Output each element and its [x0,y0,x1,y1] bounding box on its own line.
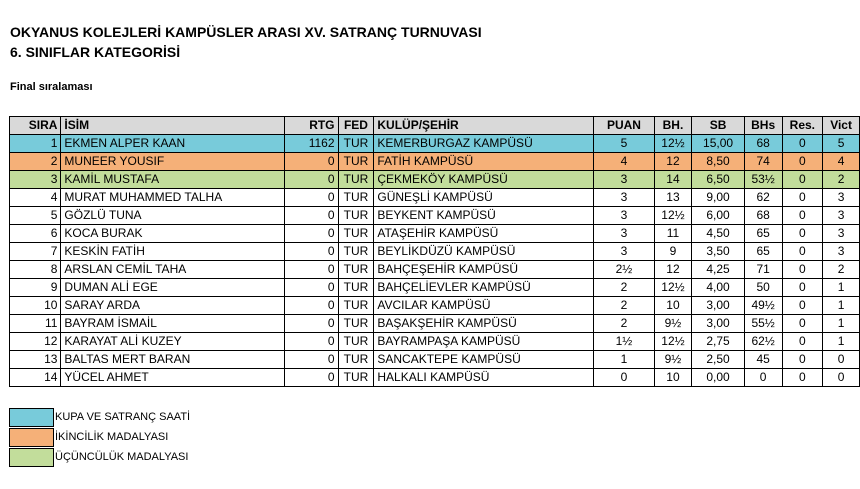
cell-club: HALKALI KAMPÜSÜ [374,369,594,387]
cell-result: 0 [782,333,823,351]
cell-sira: 4 [10,189,61,207]
cell-sira: 10 [10,297,61,315]
cell-result: 0 [782,279,823,297]
cell-rating: 0 [285,171,338,189]
category-title: 6. SINIFLAR KATEGORİSİ [10,44,181,60]
cell-buchholz: 9½ [654,351,692,369]
cell-result: 0 [782,225,823,243]
cell-federation: TUR [338,279,374,297]
cell-buchholz: 10 [654,369,692,387]
cell-victories: 3 [823,189,860,207]
cell-federation: TUR [338,153,374,171]
cell-victories: 0 [823,369,860,387]
legend-label-first: KUPA VE SATRANÇ SAATİ [55,411,191,423]
cell-points: 5 [594,135,654,153]
cell-club: AVCILAR KAMPÜSÜ [374,297,594,315]
table-header-row [10,117,860,135]
cell-rating: 0 [285,225,338,243]
cell-sonneborn-berger: 2,75 [692,333,744,351]
cell-buchholz-sum: 45 [744,351,782,369]
cell-victories: 2 [823,261,860,279]
table-row [10,171,860,189]
cell-club: BEYKENT KAMPÜSÜ [374,207,594,225]
cell-sira: 6 [10,225,61,243]
cell-club: SANCAKTEPE KAMPÜSÜ [374,351,594,369]
cell-result: 0 [782,315,823,333]
cell-sira: 3 [10,171,61,189]
cell-result: 0 [782,207,823,225]
cell-buchholz-sum: 62½ [744,333,782,351]
cell-player-name: SARAY ARDA [61,297,285,315]
cell-federation: TUR [338,135,374,153]
cell-rating: 0 [285,333,338,351]
cell-rating: 0 [285,369,338,387]
cell-rating: 0 [285,153,338,171]
cell-points: 2½ [594,261,654,279]
cell-rating: 0 [285,351,338,369]
cell-sira: 8 [10,261,61,279]
cell-buchholz: 11 [654,225,692,243]
cell-rating: 0 [285,315,338,333]
standings-body [10,135,860,387]
cell-rating: 0 [285,189,338,207]
cell-sonneborn-berger: 8,50 [692,153,744,171]
cell-club: BAHÇELİEVLER KAMPÜSÜ [374,279,594,297]
cell-buchholz: 12½ [654,135,692,153]
table-row [10,261,860,279]
cell-points: 3 [594,243,654,261]
cell-sonneborn-berger: 4,50 [692,225,744,243]
cell-buchholz: 12½ [654,333,692,351]
cell-buchholz: 12 [654,153,692,171]
cell-victories: 1 [823,297,860,315]
cell-federation: TUR [338,369,374,387]
table-row [10,135,860,153]
cell-buchholz-sum: 62 [744,189,782,207]
cell-club: GÜNEŞLİ KAMPÜSÜ [374,189,594,207]
cell-victories: 5 [823,135,860,153]
cell-player-name: BAYRAM İSMAİL [61,315,285,333]
cell-victories: 3 [823,207,860,225]
cell-victories: 1 [823,333,860,351]
cell-result: 0 [782,369,823,387]
table-row [10,351,860,369]
cell-sonneborn-berger: 4,00 [692,279,744,297]
cell-victories: 4 [823,153,860,171]
cell-club: ATAŞEHİR KAMPÜSÜ [374,225,594,243]
cell-sira: 2 [10,153,61,171]
cell-result: 0 [782,297,823,315]
cell-sira: 13 [10,351,61,369]
cell-sira: 5 [10,207,61,225]
cell-buchholz: 14 [654,171,692,189]
standings-table [9,116,860,387]
cell-rating: 0 [285,297,338,315]
legend-swatch-second [9,428,54,447]
cell-player-name: BALTAS MERT BARAN [61,351,285,369]
cell-player-name: KAMİL MUSTAFA [61,171,285,189]
cell-player-name: EKMEN ALPER KAAN [61,135,285,153]
column-header-vict: Vict [823,117,860,135]
cell-buchholz-sum: 49½ [744,297,782,315]
cell-player-name: YÜCEL AHMET [61,369,285,387]
cell-player-name: DUMAN ALİ EGE [61,279,285,297]
cell-result: 0 [782,135,823,153]
cell-sonneborn-berger: 3,50 [692,243,744,261]
cell-player-name: KARAYAT ALİ KUZEY [61,333,285,351]
table-row [10,207,860,225]
cell-points: 2 [594,315,654,333]
cell-points: 3 [594,207,654,225]
cell-sira: 14 [10,369,61,387]
table-row [10,243,860,261]
cell-federation: TUR [338,333,374,351]
cell-rating: 1162 [285,135,338,153]
cell-victories: 3 [823,243,860,261]
cell-buchholz: 10 [654,297,692,315]
cell-buchholz: 9½ [654,315,692,333]
cell-sira: 9 [10,279,61,297]
cell-club: BAŞAKŞEHİR KAMPÜSÜ [374,315,594,333]
cell-sonneborn-berger: 4,25 [692,261,744,279]
cell-player-name: KESKİN FATİH [61,243,285,261]
cell-club: ÇEKMEKÖY KAMPÜSÜ [374,171,594,189]
cell-federation: TUR [338,225,374,243]
column-header-puan: PUAN [594,117,654,135]
cell-result: 0 [782,351,823,369]
cell-points: 3 [594,171,654,189]
cell-buchholz-sum: 55½ [744,315,782,333]
cell-federation: TUR [338,297,374,315]
table-row [10,369,860,387]
table-row [10,225,860,243]
cell-points: 3 [594,189,654,207]
table-row [10,333,860,351]
cell-result: 0 [782,171,823,189]
legend-swatch-third [9,448,54,467]
table-row [10,153,860,171]
cell-points: 4 [594,153,654,171]
cell-buchholz: 12½ [654,279,692,297]
cell-sonneborn-berger: 3,00 [692,315,744,333]
cell-sonneborn-berger: 15,00 [692,135,744,153]
cell-buchholz: 12½ [654,207,692,225]
table-row [10,189,860,207]
cell-buchholz-sum: 0 [744,369,782,387]
cell-victories: 2 [823,171,860,189]
cell-player-name: GÖZLÜ TUNA [61,207,285,225]
cell-victories: 3 [823,225,860,243]
cell-sira: 7 [10,243,61,261]
legend-label-second: İKİNCİLİK MADALYASI [55,431,169,443]
cell-victories: 1 [823,315,860,333]
cell-federation: TUR [338,207,374,225]
cell-victories: 0 [823,351,860,369]
cell-sonneborn-berger: 2,50 [692,351,744,369]
cell-sonneborn-berger: 6,00 [692,207,744,225]
cell-sira: 11 [10,315,61,333]
cell-points: 2 [594,279,654,297]
cell-sonneborn-berger: 9,00 [692,189,744,207]
column-header-rtg: RTG [285,117,338,135]
cell-buchholz-sum: 50 [744,279,782,297]
table-row [10,315,860,333]
cell-buchholz: 12 [654,261,692,279]
cell-buchholz-sum: 68 [744,135,782,153]
cell-federation: TUR [338,171,374,189]
legend-label-third: ÜÇÜNCÜLÜK MADALYASI [55,451,189,463]
cell-sonneborn-berger: 6,50 [692,171,744,189]
cell-federation: TUR [338,351,374,369]
cell-buchholz-sum: 74 [744,153,782,171]
cell-club: FATİH KAMPÜSÜ [374,153,594,171]
cell-rating: 0 [285,207,338,225]
table-row [10,297,860,315]
cell-buchholz-sum: 71 [744,261,782,279]
cell-player-name: MUNEER YOUSIF [61,153,285,171]
cell-victories: 1 [823,279,860,297]
table-row [10,279,860,297]
column-header-kulup: KULÜP/ŞEHİR [374,117,594,135]
column-header-fed: FED [338,117,374,135]
cell-result: 0 [782,261,823,279]
cell-points: 3 [594,225,654,243]
cell-player-name: KOCA BURAK [61,225,285,243]
column-header-bhs: BHs [744,117,782,135]
cell-club: BEYLİKDÜZÜ KAMPÜSÜ [374,243,594,261]
column-header-res: Res. [782,117,823,135]
cell-points: 2 [594,297,654,315]
cell-buchholz: 13 [654,189,692,207]
column-header-bh: BH. [654,117,692,135]
standings-subtitle: Final sıralaması [10,81,93,93]
cell-player-name: MURAT MUHAMMED TALHA [61,189,285,207]
cell-result: 0 [782,153,823,171]
cell-federation: TUR [338,243,374,261]
cell-points: 1½ [594,333,654,351]
cell-points: 1 [594,351,654,369]
cell-points: 0 [594,369,654,387]
cell-club: BAYRAMPAŞA KAMPÜSÜ [374,333,594,351]
cell-rating: 0 [285,279,338,297]
cell-buchholz-sum: 65 [744,243,782,261]
cell-rating: 0 [285,243,338,261]
document-title: OKYANUS KOLEJLERİ KAMPÜSLER ARASI XV. SATRANÇ TURNUVASI [10,24,482,40]
column-header-sb: SB [692,117,744,135]
cell-rating: 0 [285,261,338,279]
cell-club: BAHÇEŞEHİR KAMPÜSÜ [374,261,594,279]
cell-sira: 1 [10,135,61,153]
cell-sira: 12 [10,333,61,351]
cell-buchholz-sum: 68 [744,207,782,225]
cell-sonneborn-berger: 3,00 [692,297,744,315]
cell-buchholz-sum: 65 [744,225,782,243]
cell-federation: TUR [338,315,374,333]
cell-federation: TUR [338,261,374,279]
cell-sonneborn-berger: 0,00 [692,369,744,387]
column-header-isim: İSİM [61,117,285,135]
cell-result: 0 [782,243,823,261]
column-header-sira: SIRA [10,117,61,135]
cell-buchholz-sum: 53½ [744,171,782,189]
cell-club: KEMERBURGAZ KAMPÜSÜ [374,135,594,153]
cell-result: 0 [782,189,823,207]
cell-buchholz: 9 [654,243,692,261]
cell-player-name: ARSLAN CEMİL TAHA [61,261,285,279]
cell-federation: TUR [338,189,374,207]
legend-swatch-first [9,408,54,427]
